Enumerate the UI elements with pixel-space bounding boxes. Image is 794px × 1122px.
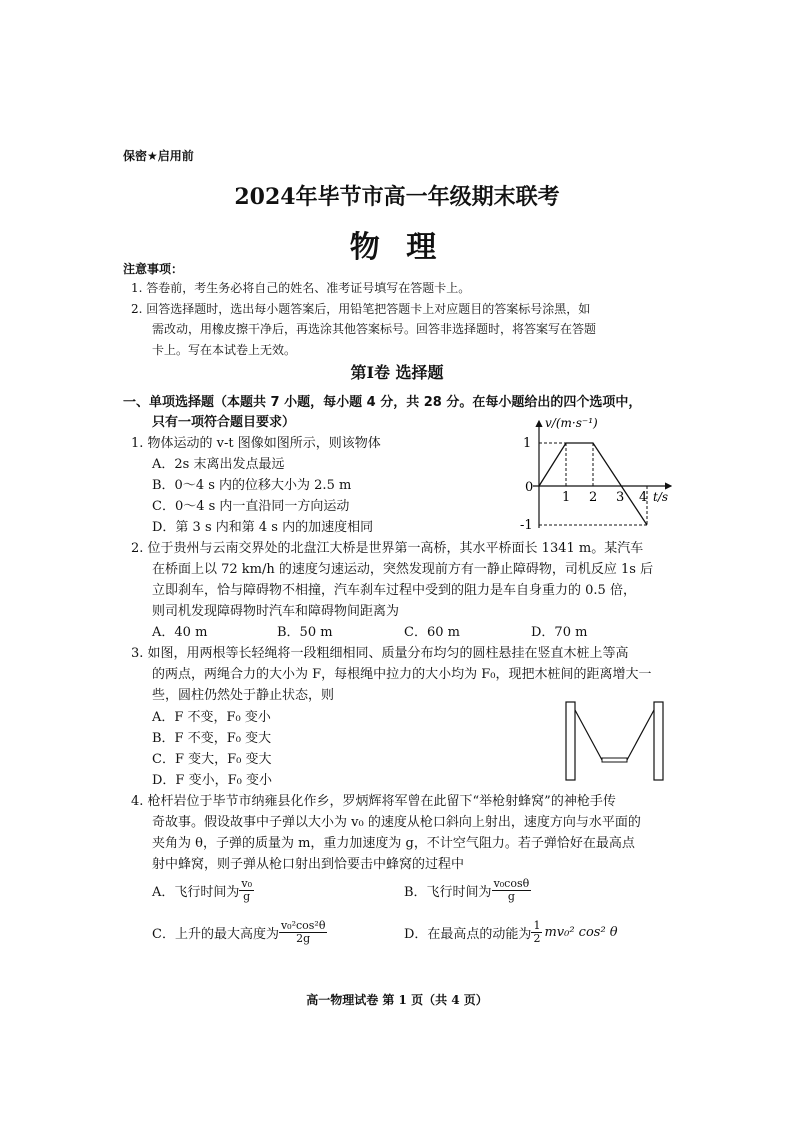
q4-option-c: C．上升的最大高度为 $\frac{\text{v₀²cos²θ}}{2g}$ xyxy=(152,919,326,945)
q2-line-2: 在桥面上以 72 km/h 的速度匀速运动，突然发现前方有一静止障碍物，司机反应 1s 后 xyxy=(152,562,654,577)
q4-b-fraction: $\frac{\text{v₀cosθ}}{g}$ xyxy=(493,877,530,903)
cylinder xyxy=(602,758,627,762)
part-heading-line-2: 只有一项符合题目要求） xyxy=(152,415,296,430)
subject-title: 物 理 xyxy=(349,230,445,265)
q4-option-a: A．飞行时间为 $\frac{\text{v₀}}{g}$ xyxy=(152,877,253,903)
q4-option-b: B．飞行时间为 $\frac{\text{v₀cosθ}}{g}$ xyxy=(404,877,530,903)
q4-line-3: 夹角为 θ，子弹的质量为 m，重力加速度为 g，不计空气阻力。若子弹恰好在最高点 xyxy=(152,836,635,851)
x-tick-2: 2 xyxy=(589,490,598,505)
x-tick-4: 4 xyxy=(639,490,648,505)
part-heading-line-1: 一、单项选择题（本题共 7 小题，每小题 4 分，共 28 分。在每小题给出的四个选项中， xyxy=(123,395,642,410)
q3-line-1: 3. 如图，用两根等长轻绳将一段粗细相同、质量分布均匀的圆柱悬挂在竖直木桩上等高 xyxy=(131,646,629,661)
q1-option-a: A．2s 末离出发点最远 xyxy=(152,457,285,472)
q2-line-3: 立即刹车，恰与障碍物不相撞，汽车刹车过程中受到的阻力是车自身重力的 0.5 倍， xyxy=(152,583,636,598)
q4-a-fraction: $\frac{\text{v₀}}{g}$ xyxy=(241,877,253,903)
notes-heading: 注意事项： xyxy=(123,262,184,276)
note-line-1: 1. 答卷前，考生务必将自己的姓名、准考证号填写在答题卡上。 xyxy=(131,281,471,295)
q4-option-d: D．在最高点的动能为 $\frac{1}{2}$ mv₀² cos² θ xyxy=(404,919,618,945)
q3-cylinder-figure xyxy=(560,700,670,782)
x-axis-label: t/s xyxy=(653,490,669,504)
x-tick-1: 1 xyxy=(562,490,571,505)
x-tick-3: 3 xyxy=(616,490,625,505)
q1-option-b: B．0～4 s 内的位移大小为 2.5 m xyxy=(152,478,352,493)
y-tick-1: 1 xyxy=(523,436,532,451)
y-tick-neg1: -1 xyxy=(520,518,533,533)
q4-line-1: 4. 枪杆岩位于毕节市纳雍县化作乡，罗炳辉将军曾在此留下“举枪射蜂窝”的神枪手传 xyxy=(131,794,616,809)
q3-option-d: D．F 变小，F₀ 变小 xyxy=(152,773,272,788)
q3-line-3: 些，圆柱仍然处于静止状态，则 xyxy=(152,688,335,703)
q1-option-d: D．第 3 s 内和第 4 s 内的加速度相同 xyxy=(152,520,374,535)
q2-option-c: C．60 m xyxy=(404,625,460,640)
q2-option-a: A．40 m xyxy=(152,625,208,640)
q2-option-b: B．50 m xyxy=(277,625,333,640)
page-footer: 高一物理试卷 第 1 页（共 4 页） xyxy=(306,993,488,1007)
section-title: 第Ⅰ卷 选择题 xyxy=(350,363,444,382)
q1-option-c: C．0～4 s 内一直沿同一方向运动 xyxy=(152,499,350,514)
q4-d-fraction: $\frac{1}{2}$ xyxy=(533,919,541,945)
q3-option-c: C．F 变大，F₀ 变大 xyxy=(152,752,272,767)
left-rope xyxy=(575,710,602,760)
q1-vt-graph xyxy=(515,413,675,533)
confidential-mark: 保密★启用前 xyxy=(123,149,194,163)
q3-option-b: B．F 不变，F₀ 变大 xyxy=(152,731,272,746)
left-post xyxy=(566,702,575,780)
right-post xyxy=(654,702,663,780)
note-line-3: 需改动，用橡皮擦干净后，再选涂其他答案标号。回答非选择题时，将答案写在答题 xyxy=(152,322,597,336)
q2-line-1: 2. 位于贵州与云南交界处的北盘江大桥是世界第一高桥，其水平桥面长 1341 m。某汽车 xyxy=(131,541,644,556)
q3-option-a: A．F 不变，F₀ 变小 xyxy=(152,710,271,725)
note-line-4: 卡上。写在本试卷上无效。 xyxy=(152,343,297,357)
q4-line-4: 射中蜂窝，则子弹从枪口射出到恰要击中蜂窝的过程中 xyxy=(152,857,465,872)
y-tick-0: 0 xyxy=(525,480,534,495)
q3-line-2: 的两点，两绳合力的大小为 F，每根绳中拉力的大小均为 F₀，现把木桩间的距离增大一 xyxy=(152,667,652,682)
q2-option-d: D．70 m xyxy=(531,625,588,640)
exam-title: 2024年毕节市高一年级期末联考 xyxy=(234,184,560,210)
note-line-2: 2. 回答选择题时，选出每小题答案后，用铅笔把答题卡上对应题目的答案标号涂黑，如 xyxy=(131,302,591,316)
q4-c-fraction: $\frac{\text{v₀²cos²θ}}{2g}$ xyxy=(280,919,326,945)
q1-stem: 1. 物体运动的 v-t 图像如图所示，则该物体 xyxy=(131,436,381,451)
q4-line-2: 奇故事。假设故事中子弹以大小为 v₀ 的速度从枪口斜向上射出，速度方向与水平面的 xyxy=(152,815,641,830)
right-rope xyxy=(627,710,654,760)
y-axis-label: v/(m·s⁻¹) xyxy=(545,416,598,430)
q2-line-4: 则司机发现障碍物时汽车和障碍物间距离为 xyxy=(152,604,400,619)
